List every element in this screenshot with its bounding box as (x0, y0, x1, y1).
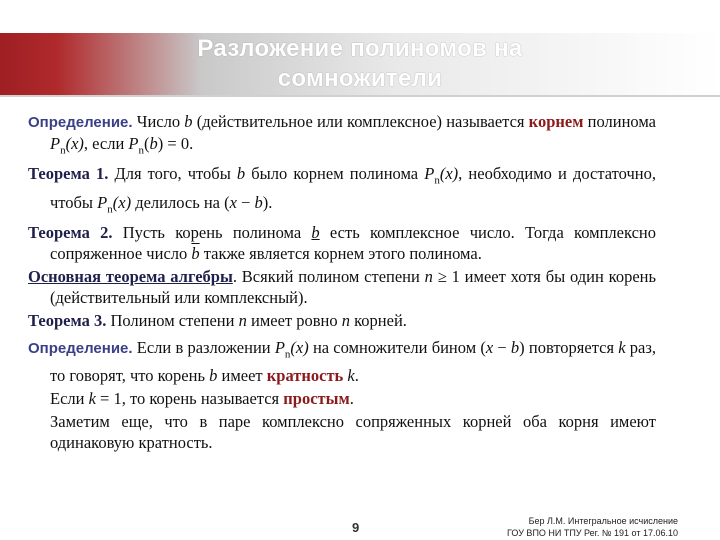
page-number: 9 (352, 520, 360, 535)
theorem-3: Теорема 3. Полином степени n имеет ровно n корней. (28, 310, 407, 330)
footer (507, 515, 678, 539)
theorem-1: Теорема 1. Для того, чтобы b было корнем полинома $P_n(x)$, необходимо и достаточно, чтобы $P_n(x)$ делилось на (x − b). (28, 164, 656, 215)
footer-registration: ГОУ ВПО НИ ТПУ Рег. № 191 от 17.06.10 (507, 528, 678, 538)
theorem-3-label: Теорема 3. (28, 310, 107, 330)
definition-term-2: Определение. (28, 339, 133, 357)
multiplicity-term: кратность (266, 366, 344, 386)
title-line-2: сомножители (277, 65, 443, 92)
title-divider (0, 95, 720, 97)
fundamental-theorem: Основная теорема алгебры. Всякий полином степени n ≥ 1 имеет хотя бы один корень (действительный или комплексный). (28, 266, 656, 307)
simple-term: простым (283, 389, 350, 409)
root-term: корнем (528, 112, 584, 131)
note-paragraph: Заметим еще, что в паре комплексно сопряженных корней оба корня имеют одинаковую кратность. (50, 412, 656, 453)
footer-author: Бер Л.М. Интегральное исчисление (528, 516, 678, 526)
simple-root: Если k = 1, то корень называется простым. (50, 389, 354, 409)
fundamental-theorem-label: Основная теорема алгебры (28, 266, 233, 286)
theorem-2: Теорема 2. Пусть корень полинома b есть комплексное число. Тогда комплексно сопряженное число $\overline{b}$ также является корнем этого полинома. (28, 222, 656, 263)
definition-root: Определение. Число b (действительное или комплексное) называется корнем полинома $P_n(x)$, если $P_n(b) = 0$. (28, 112, 656, 157)
title-line-1: Разложение полиномов на (197, 35, 523, 62)
slide-title (120, 34, 600, 94)
theorem-2-label: Теорема 2. (28, 222, 113, 242)
definition-multiplicity: Определение. Если в разложении $P_n(x)$ на сомножители бином (x − b) повторяется k раз, то говорят, что корень b имеет кратность k. (28, 337, 657, 386)
definition-term: Определение. (28, 114, 133, 131)
theorem-1-label: Теорема 1. (28, 164, 109, 184)
slide-content (28, 111, 656, 455)
conjugate-b: $\overline{b}$ (191, 243, 200, 263)
